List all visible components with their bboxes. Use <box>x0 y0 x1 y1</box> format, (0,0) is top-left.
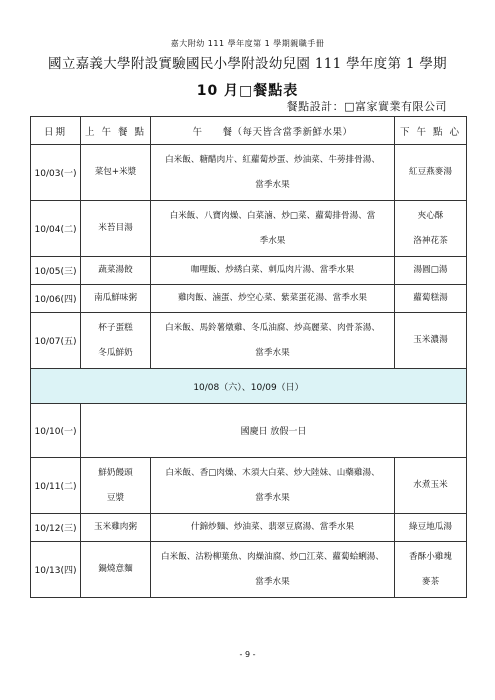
afternoon-snack-line: 麥茶 <box>421 576 440 587</box>
menu-rows-week2 <box>31 458 467 598</box>
menu-row <box>31 458 467 514</box>
lunch-cell <box>151 458 395 514</box>
lunch-line: 雞肉飯、滷蛋、炒空心菜、紫菜蛋花湯、當季水果 <box>177 293 368 303</box>
morning-snack-cell <box>81 285 151 313</box>
menu-rows-week1 <box>31 145 467 369</box>
menu-row <box>31 201 467 257</box>
morning-snack-cell <box>81 201 151 257</box>
menu-row <box>31 514 467 542</box>
holiday-banner: 10/08（六）、10/09（日） <box>31 369 467 404</box>
menu-table-header-row <box>31 117 467 145</box>
page-number: - 9 - <box>239 650 256 659</box>
header-date: 日期 <box>31 117 81 145</box>
lunch-line: 當季水果 <box>255 492 290 503</box>
lunch-line: 什錦炒麵、炒油菜、翡翠豆腐湯、當季水果 <box>190 522 355 532</box>
afternoon-snack-line: 夾心酥 <box>417 210 444 221</box>
lunch-line: 當季水果 <box>255 179 290 190</box>
national-day-notice: 國慶日 放假一日 <box>81 404 467 458</box>
menu-row <box>31 542 467 598</box>
afternoon-snack-line: 綠豆地瓜湯 <box>409 522 452 532</box>
morning-snack-line: 南瓜鮮味粥 <box>94 293 137 303</box>
page-title: 10 月□餐點表 <box>196 83 299 99</box>
lunch-cell <box>151 313 395 369</box>
row-date: 10/05(三) <box>31 257 81 285</box>
menu-designer: 餐點設計：□富家實業有限公司 <box>286 100 447 113</box>
header-morning-snack: 上 午 餐 點 <box>81 117 151 145</box>
afternoon-snack-line: 湯圓□湯 <box>413 265 448 275</box>
menu-row <box>31 257 467 285</box>
morning-snack-cell <box>81 458 151 514</box>
morning-snack-cell <box>81 257 151 285</box>
lunch-cell <box>151 285 395 313</box>
row-date: 10/03(一) <box>31 145 81 201</box>
lunch-cell <box>151 542 395 598</box>
afternoon-snack-cell <box>395 313 467 369</box>
menu-row <box>31 313 467 369</box>
menu-row <box>31 145 467 201</box>
lunch-cell <box>151 257 395 285</box>
holiday-banner-row <box>31 369 467 404</box>
morning-snack-line: 蔬菜湯餃 <box>98 265 133 275</box>
afternoon-snack-line: 洛神花茶 <box>413 235 448 246</box>
morning-snack-cell <box>81 542 151 598</box>
morning-snack-line: 鍋燒意麵 <box>98 564 133 574</box>
row-date: 10/13(四) <box>31 542 81 598</box>
morning-snack-line: 米苔目湯 <box>98 223 133 233</box>
lunch-line: 當季水果 <box>255 576 290 587</box>
morning-snack-line: 豆漿 <box>106 492 125 503</box>
morning-snack-line: 鮮奶饅頭 <box>98 467 133 478</box>
row-date: 10/12(三) <box>31 514 81 542</box>
morning-snack-cell <box>81 514 151 542</box>
afternoon-snack-cell <box>395 257 467 285</box>
lunch-line: 當季水果 <box>255 347 290 358</box>
lunch-line: 白米飯、馬鈴薯燉雞、冬瓜油腐、炒高麗菜、肉骨茶湯、 <box>165 322 380 333</box>
lunch-line: 白米飯、八寶肉燥、白菜滷、炒□菜、蘿蔔排骨湯、當 <box>169 210 376 221</box>
afternoon-snack-line: 紅豆燕麥湯 <box>409 167 452 177</box>
lunch-line: 白米飯、香□肉燥、木須大白菜、炒大陸妹、山藥雞湯、 <box>165 467 380 478</box>
row-date: 10/11(二) <box>31 458 81 514</box>
afternoon-snack-cell <box>395 285 467 313</box>
afternoon-snack-line: 水煮玉米 <box>413 480 448 490</box>
menu-table <box>30 116 467 598</box>
lunch-line: 白米飯、沽粉柳葉魚、肉燥油腐、炒□江菜、蘿蔔蛤蜊湯、 <box>161 551 384 562</box>
afternoon-snack-cell <box>395 542 467 598</box>
lunch-cell <box>151 145 395 201</box>
morning-snack-line: 菜包+米漿 <box>94 167 137 177</box>
afternoon-snack-cell <box>395 145 467 201</box>
lunch-cell <box>151 514 395 542</box>
header-afternoon-snack: 下 午 點 心 <box>395 117 467 145</box>
row-date: 10/07(五) <box>31 313 81 369</box>
running-header: 嘉大附幼 111 學年度第 1 學期親職手冊 <box>170 39 325 48</box>
afternoon-snack-line: 蘿蔔糕湯 <box>413 293 448 303</box>
afternoon-snack-line: 玉米濃湯 <box>413 335 448 345</box>
header-lunch: 午 餐（每天皆含當季新鮮水果） <box>151 117 395 145</box>
afternoon-snack-line: 香酥小雞塊 <box>409 551 452 562</box>
lunch-line: 季水果 <box>259 235 286 246</box>
morning-snack-cell <box>81 313 151 369</box>
afternoon-snack-cell <box>395 201 467 257</box>
afternoon-snack-cell <box>395 458 467 514</box>
national-day-date: 10/10(一) <box>31 404 81 458</box>
afternoon-snack-cell <box>395 514 467 542</box>
menu-row <box>31 285 467 313</box>
national-day-row <box>31 404 467 458</box>
lunch-line: 白米飯、糖醋肉片、紅蘿蔔炒蛋、炒油菜、牛蒡排骨湯、 <box>165 154 380 165</box>
morning-snack-line: 玉米雞肉粥 <box>94 522 137 532</box>
morning-snack-line: 杯子蛋糕 <box>98 322 133 333</box>
school-name: 國立嘉義大學附設實驗國民小學附設幼兒園 111 學年度第 1 學期 <box>48 56 447 72</box>
row-date: 10/04(二) <box>31 201 81 257</box>
morning-snack-line: 冬瓜鮮奶 <box>98 347 133 358</box>
lunch-cell <box>151 201 395 257</box>
lunch-line: 咖哩飯、炒綉白菜、刺瓜肉片湯、當季水果 <box>190 265 355 275</box>
row-date: 10/06(四) <box>31 285 81 313</box>
morning-snack-cell <box>81 145 151 201</box>
